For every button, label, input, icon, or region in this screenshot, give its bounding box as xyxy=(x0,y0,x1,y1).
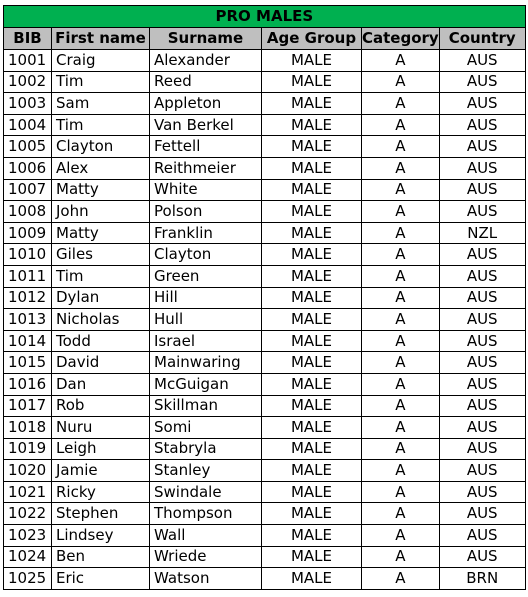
surname-cell: McGuigan xyxy=(150,373,262,395)
age-group-cell: MALE xyxy=(262,244,362,266)
age-group-cell: MALE xyxy=(262,157,362,179)
country-cell: AUS xyxy=(439,417,525,439)
first-name-cell: Ben xyxy=(52,546,150,568)
age-group-cell: MALE xyxy=(262,265,362,287)
column-header-first-name: First name xyxy=(52,28,150,50)
first-name-cell: Clayton xyxy=(52,136,150,158)
country-cell: NZL xyxy=(439,222,525,244)
first-name-cell: Sam xyxy=(52,93,150,115)
age-group-cell: MALE xyxy=(262,93,362,115)
column-header-category: Category xyxy=(362,28,440,50)
bib-cell: 1024 xyxy=(4,546,52,568)
age-group-cell: MALE xyxy=(262,309,362,331)
category-cell: A xyxy=(362,330,440,352)
bib-cell: 1013 xyxy=(4,309,52,331)
bib-cell: 1004 xyxy=(4,114,52,136)
category-cell: A xyxy=(362,460,440,482)
category-cell: A xyxy=(362,93,440,115)
first-name-cell: Tim xyxy=(52,265,150,287)
surname-cell: Israel xyxy=(150,330,262,352)
surname-cell: Alexander xyxy=(150,50,262,72)
country-cell: AUS xyxy=(439,460,525,482)
column-header-surname: Surname xyxy=(150,28,262,50)
bib-cell: 1016 xyxy=(4,373,52,395)
first-name-cell: David xyxy=(52,352,150,374)
table-row xyxy=(4,201,526,223)
surname-cell: Stanley xyxy=(150,460,262,482)
column-header-age-group: Age Group xyxy=(262,28,362,50)
table-row xyxy=(4,50,526,72)
first-name-cell: Rob xyxy=(52,395,150,417)
age-group-cell: MALE xyxy=(262,287,362,309)
country-cell: AUS xyxy=(439,546,525,568)
bib-cell: 1023 xyxy=(4,525,52,547)
first-name-cell: Eric xyxy=(52,568,150,590)
category-cell: A xyxy=(362,525,440,547)
country-cell: AUS xyxy=(439,93,525,115)
category-cell: A xyxy=(362,265,440,287)
bib-cell: 1001 xyxy=(4,50,52,72)
age-group-cell: MALE xyxy=(262,417,362,439)
first-name-cell: Leigh xyxy=(52,438,150,460)
table-row xyxy=(4,438,526,460)
country-cell: AUS xyxy=(439,481,525,503)
bib-cell: 1017 xyxy=(4,395,52,417)
bib-cell: 1009 xyxy=(4,222,52,244)
surname-cell: Green xyxy=(150,265,262,287)
country-cell: AUS xyxy=(439,71,525,93)
age-group-cell: MALE xyxy=(262,71,362,93)
column-header-bib: BIB xyxy=(4,28,52,50)
first-name-cell: Lindsey xyxy=(52,525,150,547)
age-group-cell: MALE xyxy=(262,481,362,503)
first-name-cell: Giles xyxy=(52,244,150,266)
surname-cell: Wriede xyxy=(150,546,262,568)
category-cell: A xyxy=(362,179,440,201)
bib-cell: 1005 xyxy=(4,136,52,158)
table-row xyxy=(4,179,526,201)
category-cell: A xyxy=(362,71,440,93)
first-name-cell: Tim xyxy=(52,114,150,136)
surname-cell: Reithmeier xyxy=(150,157,262,179)
country-cell: AUS xyxy=(439,503,525,525)
bib-cell: 1020 xyxy=(4,460,52,482)
bib-cell: 1007 xyxy=(4,179,52,201)
surname-cell: Watson xyxy=(150,568,262,590)
category-cell: A xyxy=(362,309,440,331)
category-cell: A xyxy=(362,373,440,395)
table-row xyxy=(4,157,526,179)
age-group-cell: MALE xyxy=(262,525,362,547)
surname-cell: Wall xyxy=(150,525,262,547)
bib-cell: 1012 xyxy=(4,287,52,309)
country-cell: AUS xyxy=(439,157,525,179)
table-row xyxy=(4,546,526,568)
surname-cell: Swindale xyxy=(150,481,262,503)
table-row xyxy=(4,136,526,158)
table-row xyxy=(4,330,526,352)
category-cell: A xyxy=(362,114,440,136)
country-cell: AUS xyxy=(439,179,525,201)
bib-cell: 1015 xyxy=(4,352,52,374)
bib-cell: 1011 xyxy=(4,265,52,287)
category-cell: A xyxy=(362,244,440,266)
first-name-cell: Nicholas xyxy=(52,309,150,331)
age-group-cell: MALE xyxy=(262,179,362,201)
bib-cell: 1014 xyxy=(4,330,52,352)
age-group-cell: MALE xyxy=(262,352,362,374)
surname-cell: Van Berkel xyxy=(150,114,262,136)
category-cell: A xyxy=(362,417,440,439)
country-cell: AUS xyxy=(439,395,525,417)
bib-cell: 1018 xyxy=(4,417,52,439)
surname-cell: Thompson xyxy=(150,503,262,525)
category-cell: A xyxy=(362,438,440,460)
table-row xyxy=(4,460,526,482)
age-group-cell: MALE xyxy=(262,330,362,352)
category-cell: A xyxy=(362,481,440,503)
table-row xyxy=(4,481,526,503)
first-name-cell: Tim xyxy=(52,71,150,93)
age-group-cell: MALE xyxy=(262,114,362,136)
bib-cell: 1002 xyxy=(4,71,52,93)
surname-cell: Franklin xyxy=(150,222,262,244)
country-cell: AUS xyxy=(439,330,525,352)
age-group-cell: MALE xyxy=(262,568,362,590)
category-cell: A xyxy=(362,157,440,179)
surname-cell: White xyxy=(150,179,262,201)
table-row xyxy=(4,93,526,115)
first-name-cell: Ricky xyxy=(52,481,150,503)
table-row xyxy=(4,222,526,244)
surname-cell: Polson xyxy=(150,201,262,223)
surname-cell: Hill xyxy=(150,287,262,309)
age-group-cell: MALE xyxy=(262,222,362,244)
header-row xyxy=(4,28,526,50)
age-group-cell: MALE xyxy=(262,373,362,395)
table-row xyxy=(4,309,526,331)
country-cell: AUS xyxy=(439,373,525,395)
bib-cell: 1022 xyxy=(4,503,52,525)
country-cell: AUS xyxy=(439,265,525,287)
surname-cell: Reed xyxy=(150,71,262,93)
category-cell: A xyxy=(362,287,440,309)
category-cell: A xyxy=(362,50,440,72)
age-group-cell: MALE xyxy=(262,50,362,72)
surname-cell: Fettell xyxy=(150,136,262,158)
table-body xyxy=(4,50,526,590)
bib-cell: 1025 xyxy=(4,568,52,590)
table-row xyxy=(4,417,526,439)
table-title: PRO MALES xyxy=(4,6,526,28)
category-cell: A xyxy=(362,201,440,223)
table-row xyxy=(4,265,526,287)
category-cell: A xyxy=(362,395,440,417)
first-name-cell: John xyxy=(52,201,150,223)
surname-cell: Clayton xyxy=(150,244,262,266)
country-cell: AUS xyxy=(439,136,525,158)
surname-cell: Somi xyxy=(150,417,262,439)
table-row xyxy=(4,503,526,525)
country-cell: AUS xyxy=(439,114,525,136)
first-name-cell: Matty xyxy=(52,179,150,201)
pro-males-table xyxy=(3,5,526,590)
age-group-cell: MALE xyxy=(262,503,362,525)
first-name-cell: Dylan xyxy=(52,287,150,309)
table-row xyxy=(4,568,526,590)
country-cell: AUS xyxy=(439,287,525,309)
age-group-cell: MALE xyxy=(262,438,362,460)
first-name-cell: Alex xyxy=(52,157,150,179)
title-row xyxy=(4,6,526,28)
category-cell: A xyxy=(362,136,440,158)
country-cell: AUS xyxy=(439,201,525,223)
table-row xyxy=(4,244,526,266)
surname-cell: Hull xyxy=(150,309,262,331)
first-name-cell: Dan xyxy=(52,373,150,395)
country-cell: BRN xyxy=(439,568,525,590)
table-row xyxy=(4,71,526,93)
surname-cell: Stabryla xyxy=(150,438,262,460)
surname-cell: Appleton xyxy=(150,93,262,115)
age-group-cell: MALE xyxy=(262,136,362,158)
bib-cell: 1019 xyxy=(4,438,52,460)
category-cell: A xyxy=(362,222,440,244)
first-name-cell: Matty xyxy=(52,222,150,244)
first-name-cell: Craig xyxy=(52,50,150,72)
age-group-cell: MALE xyxy=(262,460,362,482)
category-cell: A xyxy=(362,568,440,590)
category-cell: A xyxy=(362,546,440,568)
category-cell: A xyxy=(362,352,440,374)
surname-cell: Mainwaring xyxy=(150,352,262,374)
bib-cell: 1003 xyxy=(4,93,52,115)
country-cell: AUS xyxy=(439,438,525,460)
age-group-cell: MALE xyxy=(262,201,362,223)
first-name-cell: Nuru xyxy=(52,417,150,439)
bib-cell: 1021 xyxy=(4,481,52,503)
roster-sheet xyxy=(3,5,526,590)
column-header-country: Country xyxy=(439,28,525,50)
bib-cell: 1006 xyxy=(4,157,52,179)
table-row xyxy=(4,373,526,395)
country-cell: AUS xyxy=(439,352,525,374)
table-row xyxy=(4,395,526,417)
country-cell: AUS xyxy=(439,244,525,266)
country-cell: AUS xyxy=(439,50,525,72)
first-name-cell: Stephen xyxy=(52,503,150,525)
bib-cell: 1008 xyxy=(4,201,52,223)
category-cell: A xyxy=(362,503,440,525)
first-name-cell: Jamie xyxy=(52,460,150,482)
table-row xyxy=(4,287,526,309)
first-name-cell: Todd xyxy=(52,330,150,352)
table-row xyxy=(4,525,526,547)
country-cell: AUS xyxy=(439,525,525,547)
age-group-cell: MALE xyxy=(262,395,362,417)
surname-cell: Skillman xyxy=(150,395,262,417)
age-group-cell: MALE xyxy=(262,546,362,568)
country-cell: AUS xyxy=(439,309,525,331)
bib-cell: 1010 xyxy=(4,244,52,266)
table-row xyxy=(4,114,526,136)
table-row xyxy=(4,352,526,374)
